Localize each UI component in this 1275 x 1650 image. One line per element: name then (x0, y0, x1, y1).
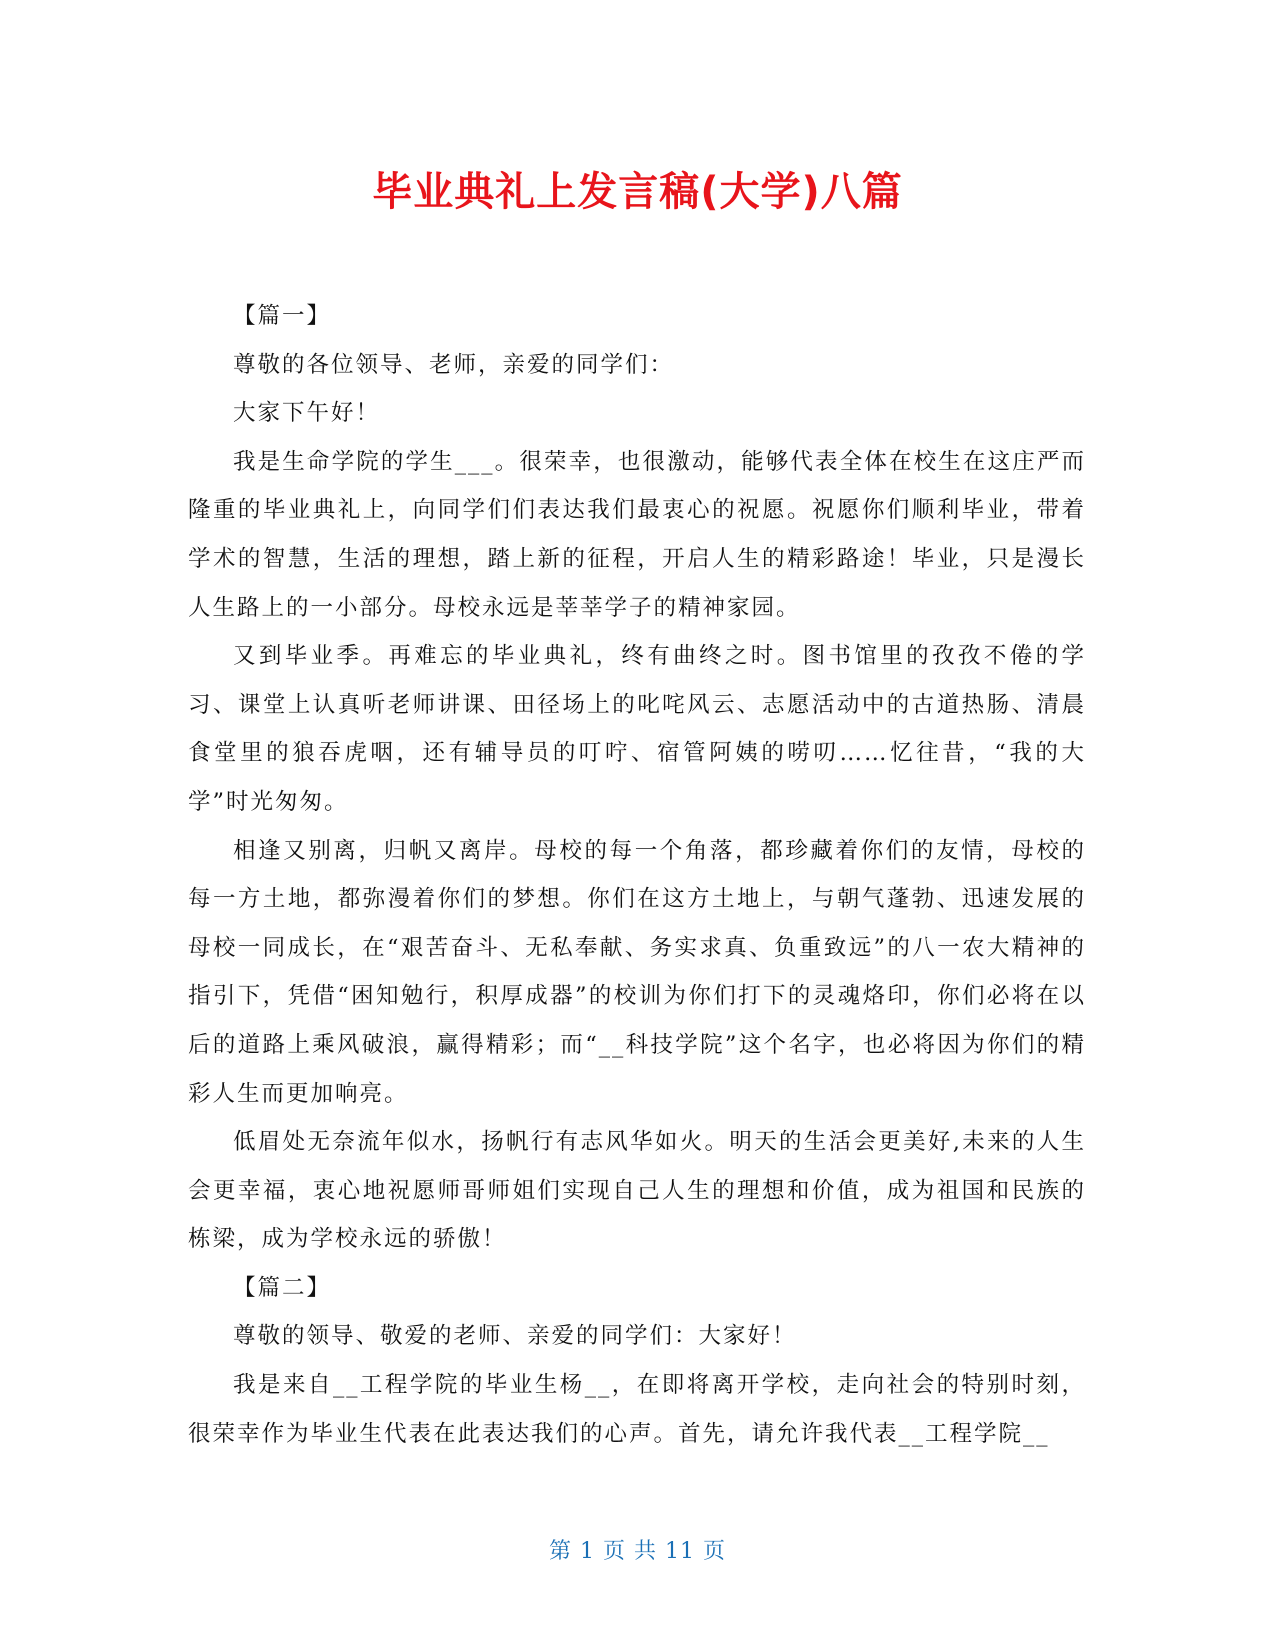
section-heading-1: 【篇一】 (233, 303, 332, 329)
body-paragraph: 相逢又别离，归帆又离岸。母校的每一个角落，都珍藏着你们的友情，母校的每一方土地，都弥漫着你们的梦想。你们在这方土地上，与朝气蓬勃、迅速发展的母校一同成长，在“艰苦奋斗、无私奉献、务实求真、负重致远”的八一农大精神的指引下，凭借“困知勉行，积厚成器”的校训为你们打下的灵魂烙印，你们必将在以后的道路上乘风破浪，赢得精彩；而“__科技学院”这个名字，也必将因为你们的精彩人生而更加响亮。 (188, 837, 1086, 1107)
salutation: 尊敬的领导、敬爱的老师、亲爱的同学们：大家好！ (233, 1323, 797, 1350)
body-paragraph: 我是生命学院的学生___。很荣幸，也很激动，能够代表全体在校生在这庄严而隆重的毕业典礼上，向同学们们表达我们最衷心的祝愿。祝愿你们顺利毕业，带着学术的智慧，生活的理想，踏上新的征程，开启人生的精彩路途！毕业，只是漫长人生路上的一小部分。母校永远是莘莘学子的精神家园。 (188, 448, 1086, 621)
body-paragraph: 低眉处无奈流年似水，扬帆行有志风华如火。明天的生活会更美好,未来的人生会更幸福，衷心地祝愿师哥师姐们实现自己人生的理想和价值，成为祖国和民族的栋梁，成为学校永远的骄傲！ (188, 1129, 1086, 1253)
salutation: 尊敬的各位领导、老师，亲爱的同学们： (233, 351, 675, 378)
document-body (188, 292, 1086, 1458)
body-paragraph: 我是来自__工程学院的毕业生杨__，在即将离开学校，走向社会的特别时刻，很荣幸作为毕业生代表在此表达我们的心声。首先，请允许我代表__工程学院__ (188, 1372, 1086, 1447)
page-footer (0, 1534, 1275, 1565)
page-number-label: 第 1 页 共 11 页 (549, 1539, 726, 1564)
section-heading-2: 【篇二】 (233, 1274, 332, 1301)
body-paragraph: 又到毕业季。再难忘的毕业典礼，终有曲终之时。图书馆里的孜孜不倦的学习、课堂上认真听老师讲课、田径场上的叱咤风云、志愿活动中的古道热肠、清晨食堂里的狼吞虎咽，还有辅导员的叮咛、宿管阿姨的唠叨……忆往昔，“我的大学”时光匆匆。 (188, 643, 1086, 815)
greeting: 大家下午好！ (233, 400, 381, 427)
document-title: 毕业典礼上发言稿(大学)八篇 (372, 169, 903, 215)
